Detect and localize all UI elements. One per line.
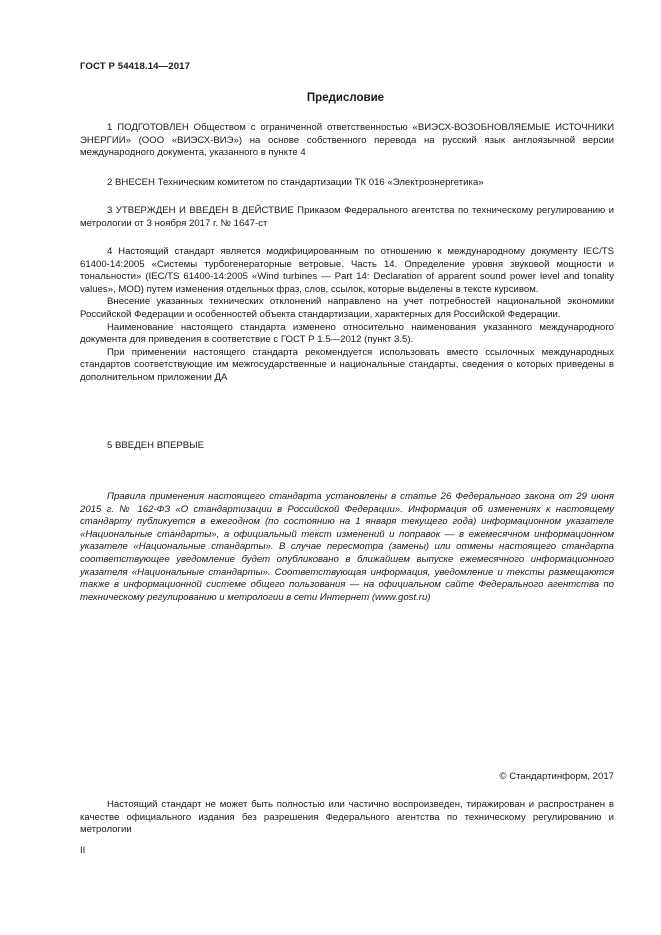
page-title: Предисловие bbox=[306, 92, 385, 104]
document-number: ГОСТ Р 54418.14—2017 bbox=[80, 61, 191, 72]
item-3-text: 3 УТВЕРЖДЕН И ВВЕДЕН В ДЕЙСТВИЕ Приказом Федерального агентства по техническому регулированию и метрологии от 3 ноября 2017 г. № 1647-ст bbox=[80, 205, 614, 229]
reproduction-notice-block bbox=[80, 799, 614, 837]
item-4-text: 4 Настоящий стандарт является модифицированным по отношению к международному документу IEC/TS 61400-14:2005 «Системы турбогенераторные ветровые. Часть 14. Определение уровня звуковой мощности и тональности» (IEC/TS 61400-14:2005 «Wind turbines — Part 14: Declaration of apparent sound power level and tonality values», MOD) путем изменения отдельных фраз, слов, ссылок, которые выделены в тексте курсивом. bbox=[80, 246, 614, 295]
item-4-deviations-text: Внесение указанных технических отклонений направлено на учет потребностей национальной экономики Российской Федерации и особенностей объекта стандартизации, характерных для Российской Федерации. bbox=[80, 296, 614, 320]
item-5-block bbox=[80, 440, 614, 453]
item-1-block bbox=[80, 122, 614, 160]
item-4-title-change-text: Наименование настоящего стандарта изменено относительно наименования указанного международного документа для приведения в соответствие с ГОСТ Р 1.5—2012 (пункт 3.5). bbox=[80, 321, 614, 346]
reproduction-notice-text: Настоящий стандарт не может быть полностью или частично воспроизведен, тиражирован и распространен в качестве официального издания без разрешения Федерального агентства по техническому регулированию и метрологии bbox=[80, 799, 614, 836]
page-number: II bbox=[80, 845, 86, 856]
item-1-text: 1 ПОДГОТОВЛЕН Обществом с ограниченной ответственностью «ВИЭСХ-ВОЗОБНОВЛЯЕМЫЕ ИСТОЧНИКИ ЭНЕРГИИ» (ООО «ВИЭСХ-ВИЭ») на основе собственного перевода на русский язык англоязычной версии международного документа, указанного в пункте 4 bbox=[80, 122, 614, 159]
standard-application-notice bbox=[80, 491, 614, 604]
item-5-text: 5 ВВЕДЕН ВПЕРВЫЕ bbox=[107, 440, 205, 451]
item-2-block bbox=[80, 177, 614, 190]
item-3-block bbox=[80, 205, 614, 230]
notice-text: Правила применения настоящего стандарта установлены в статье 26 Федерального закона от 29 июня 2015 г. № 162-ФЗ «О стандартизации в Российской Федерации». Информация об изменениях к настоящему стандарту публикуется в ежегодном (по состоянию на 1 января текущего года) информационном указателе «Национальные стандарты», а официальный текст изменений и поправок — в ежемесячном информационном указателе «Национальные стандарты». В случае пересмотра (замены) или отмены настоящего стандарта соответствующее уведомление будет опубликовано в ближайшем выпуске ежемесячного информационного указателя «Национальные стандарты». Соответствующая информация, уведомление и тексты размещаются также в информационной системе общего пользования — на официальном сайте Федерального агентства по техническому регулированию и метрологии в сети Интернет (www.gost.ru) bbox=[80, 491, 614, 603]
item-4-references-text: При применении настоящего стандарта рекомендуется использовать вместо ссылочных международных стандартов соответствующие им межгосударственные и национальные стандарты, сведения о которых приведены в дополнительном приложении ДА bbox=[80, 346, 614, 383]
copyright-line: © Стандартинформ, 2017 bbox=[499, 771, 614, 782]
item-2-text: 2 ВНЕСЕН Техническим комитетом по стандартизации ТК 016 «Электроэнергетика» bbox=[107, 177, 484, 188]
item-4-block bbox=[80, 246, 614, 385]
